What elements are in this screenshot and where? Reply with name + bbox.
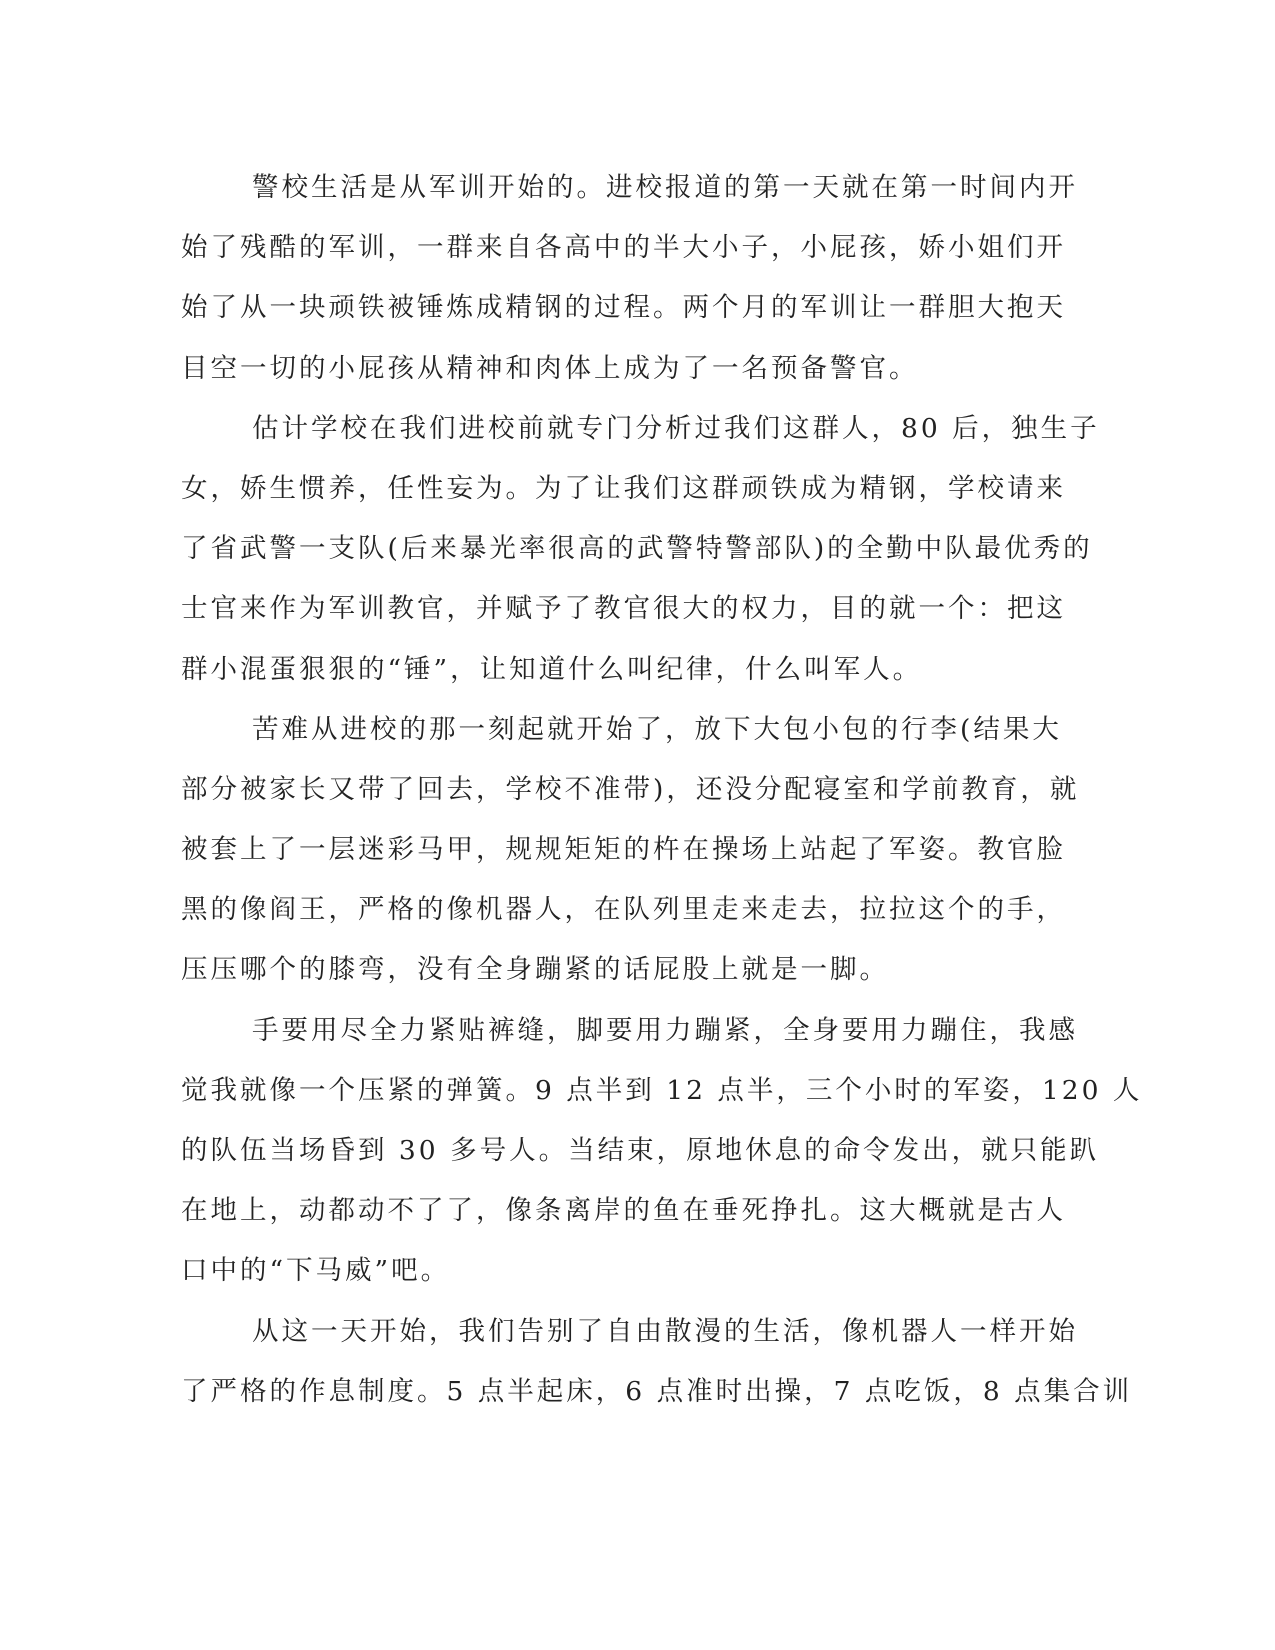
text-line: 警校生活是从军训开始的。进校报道的第一天就在第一时间内开 bbox=[252, 172, 1078, 203]
text-line: 黑的像阎王，严格的像机器人，在队列里走来走去，拉拉这个的手， bbox=[181, 894, 1066, 926]
paragraph-3 bbox=[181, 700, 1080, 1001]
text-line: 估计学校在我们进校前就专门分析过我们这群人，80 后，独生子 bbox=[252, 412, 1100, 444]
text-line: 手要用尽全力紧贴裤缝，脚要用力蹦紧，全身要用力蹦住，我感 bbox=[252, 1014, 1078, 1046]
text-line: 始了从一块顽铁被锤炼成精钢的过程。两个月的军训让一群胆大抱天 bbox=[181, 292, 1066, 324]
text-line: 口中的“下马威”吧。 bbox=[181, 1255, 451, 1287]
body-text bbox=[181, 158, 1143, 1422]
text-line: 了省武警一支队(后来暴光率很高的武警特警部队)的全勤中队最优秀的 bbox=[181, 533, 1093, 565]
text-line: 的队伍当场昏到 30 多号人。当结束，原地休息的命令发出，就只能趴 bbox=[181, 1135, 1100, 1166]
text-line: 目空一切的小屁孩从精神和肉体上成为了一名预备警官。 bbox=[181, 352, 919, 384]
text-line: 群小混蛋狠狠的“锤”，让知道什么叫纪律，什么叫军人。 bbox=[181, 653, 923, 685]
text-line: 苦难从进校的那一刻起就开始了，放下大包小包的行李(结果大 bbox=[252, 713, 1062, 745]
paragraph-5 bbox=[181, 1302, 1133, 1422]
paragraph-1 bbox=[181, 158, 1078, 399]
text-line: 始了残酷的军训，一群来自各高中的半大小子，小屁孩，娇小姐们开 bbox=[181, 232, 1066, 264]
text-line: 被套上了一层迷彩马甲，规规矩矩的杵在操场上站起了军姿。教官脸 bbox=[181, 834, 1066, 866]
text-line: 从这一天开始，我们告别了自由散漫的生活，像机器人一样开始 bbox=[252, 1315, 1078, 1347]
text-line: 压压哪个的膝弯，没有全身蹦紧的话屁股上就是一脚。 bbox=[181, 954, 889, 986]
text-line: 了严格的作息制度。5 点半起床，6 点准时出操，7 点吃饭，8 点集合训 bbox=[181, 1375, 1133, 1407]
paragraph-4 bbox=[181, 1001, 1143, 1302]
text-line: 女，娇生惯养，任性妄为。为了让我们这群顽铁成为精钢，学校请来 bbox=[181, 472, 1066, 504]
text-line: 觉我就像一个压紧的弹簧。9 点半到 12 点半，三个小时的军姿，120 人 bbox=[181, 1074, 1143, 1106]
text-line: 士官来作为军训教官，并赋予了教官很大的权力，目的就一个：把这 bbox=[181, 593, 1066, 625]
text-line: 部分被家长又带了回去，学校不准带)，还没分配寝室和学前教育，就 bbox=[181, 773, 1080, 805]
paragraph-2 bbox=[181, 399, 1100, 700]
text-line: 在地上，动都动不了了，像条离岸的鱼在垂死挣扎。这大概就是古人 bbox=[181, 1195, 1066, 1227]
